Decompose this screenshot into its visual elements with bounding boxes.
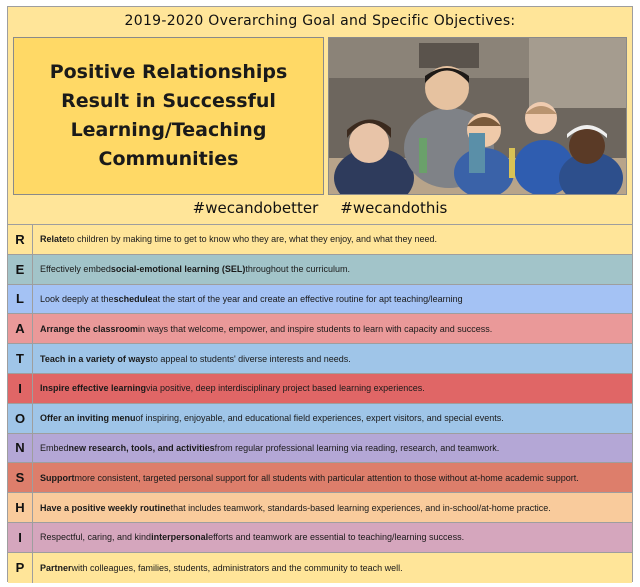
objective-text-rest: efforts and teamwork are essential to teaching/learning success.	[208, 532, 465, 543]
objective-text-rest: to appeal to students' diverse interests and needs.	[150, 353, 351, 364]
objective-row	[8, 523, 632, 553]
objective-letter: A	[8, 314, 33, 343]
objective-row	[8, 553, 632, 583]
objective-row	[8, 374, 632, 404]
objective-text-rest: with colleagues, families, students, administrators and the community to teach well.	[71, 562, 403, 573]
objectives-table	[7, 6, 633, 582]
objective-row	[8, 225, 632, 255]
goal-statement	[29, 58, 309, 174]
objective-letter: E	[8, 255, 33, 284]
objective-row	[8, 493, 632, 523]
objective-keyword: Arrange the classroom	[40, 323, 139, 334]
goal-line: Learning/Teaching	[70, 119, 267, 141]
objective-text-lead: Respectful, caring, and kind	[40, 532, 152, 543]
objective-keyword: interpersonal	[151, 532, 209, 543]
objective-text	[33, 285, 632, 314]
objective-keyword: Offer an inviting menu	[40, 413, 136, 424]
objective-keyword: Support	[40, 472, 75, 483]
objective-text	[33, 255, 632, 284]
hashtags	[8, 199, 632, 217]
objectives-list	[8, 225, 632, 583]
objective-letter: P	[8, 553, 33, 583]
objective-row	[8, 255, 632, 285]
objective-keyword: Teach in a variety of ways	[40, 353, 151, 364]
classroom-photo	[328, 37, 627, 195]
objective-letter: N	[8, 434, 33, 463]
objective-letter: I	[8, 523, 33, 552]
objective-row	[8, 314, 632, 344]
objective-row	[8, 434, 632, 464]
objective-text	[33, 523, 632, 552]
objective-text	[33, 374, 632, 403]
objective-text	[33, 434, 632, 463]
objective-row	[8, 404, 632, 434]
objective-row	[8, 463, 632, 493]
objective-letter: S	[8, 463, 33, 492]
goal-line: Result in Successful	[61, 90, 276, 112]
objective-text-lead: Effectively embed	[40, 264, 111, 275]
objective-text-rest: throughout the curriculum.	[245, 264, 350, 275]
objective-text	[33, 314, 632, 343]
objective-text	[33, 463, 632, 492]
goal-line: Communities	[98, 148, 239, 170]
objective-keyword: Have a positive weekly routine	[40, 502, 171, 513]
objective-row	[8, 344, 632, 374]
objective-text-rest: that includes teamwork, standards-based learning experiences, and in-school/at-home practice.	[170, 502, 551, 513]
page-title: 2019-2020 Overarching Goal and Specific Objectives:	[124, 13, 516, 29]
objective-text-rest: in ways that welcome, empower, and inspire students to learn with capacity and success.	[138, 323, 493, 334]
objective-text	[33, 344, 632, 373]
objective-text-lead: Look deeply at the	[40, 293, 114, 304]
objective-text	[33, 225, 632, 254]
hashtag: #wecandothis	[340, 199, 448, 217]
objective-text-rest: more consistent, targeted personal support for all students with particular attention to those without at-home academic support.	[74, 472, 579, 483]
objective-text-rest: from regular professional learning via reading, research, and teamwork.	[214, 442, 500, 453]
objective-text-rest: to children by making time to get to know who they are, what they enjoy, and what they need.	[67, 234, 438, 245]
objective-letter: T	[8, 344, 33, 373]
objective-text-lead: Embed	[40, 442, 69, 453]
objective-text	[33, 553, 632, 583]
objective-keyword: Relate	[40, 234, 68, 245]
objective-keyword: social-emotional learning (SEL)	[110, 264, 246, 275]
objective-keyword: Inspire effective learning	[40, 383, 147, 394]
objective-letter: L	[8, 285, 33, 314]
goal-box	[13, 37, 324, 195]
objective-keyword: Partner	[40, 562, 72, 573]
objective-row	[8, 285, 632, 315]
hashtag: #wecandobetter	[192, 199, 319, 217]
header-section	[8, 7, 632, 225]
objective-text	[33, 404, 632, 433]
objective-text	[33, 493, 632, 522]
objective-letter: O	[8, 404, 33, 433]
objective-text-rest: at the start of the year and create an effective routine for apt teaching/learning	[152, 293, 463, 304]
objective-text-rest: of inspiring, enjoyable, and educational field experiences, expert visitors, and special events.	[135, 413, 504, 424]
objective-letter: R	[8, 225, 33, 254]
objective-letter: H	[8, 493, 33, 522]
objective-keyword: new research, tools, and activities	[68, 442, 215, 453]
objective-letter: I	[8, 374, 33, 403]
objective-keyword: schedule	[113, 293, 153, 304]
goal-line: Positive Relationships	[49, 61, 288, 83]
objective-text-rest: via positive, deep interdisciplinary project based learning experiences.	[146, 383, 425, 394]
